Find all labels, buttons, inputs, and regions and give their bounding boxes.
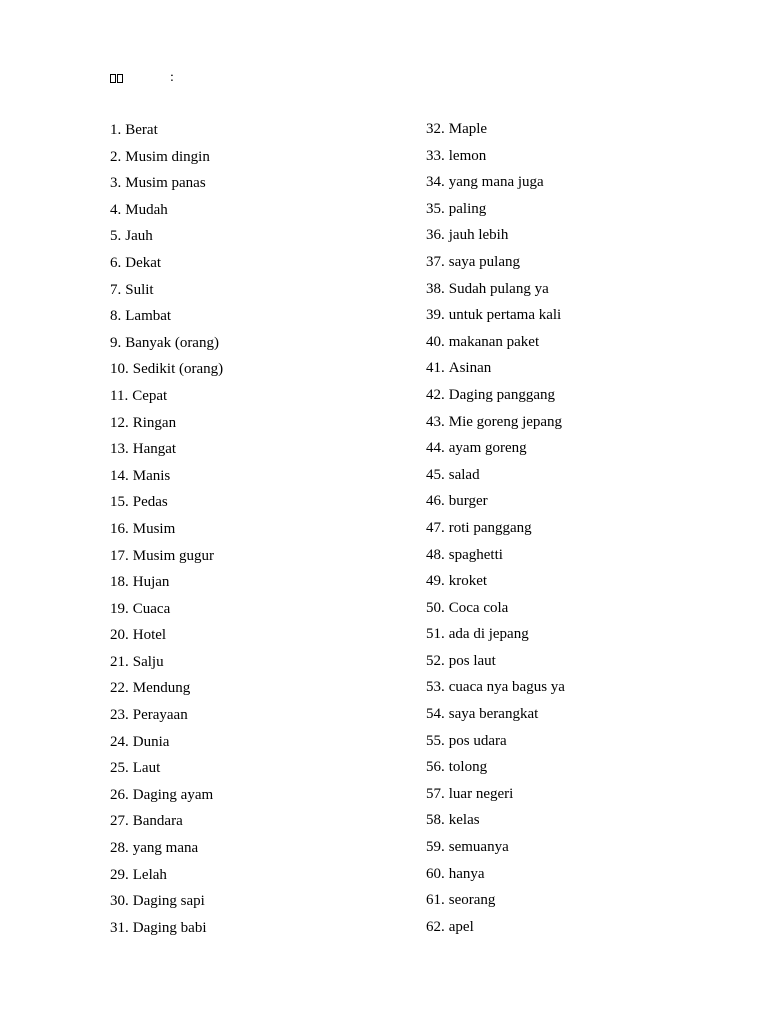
list-item — [426, 196, 565, 223]
list-item — [426, 515, 565, 542]
list-item-text: Cuaca — [132, 600, 171, 617]
list-item — [110, 649, 223, 676]
list-item-text: semuanya — [448, 839, 509, 856]
vocabulary-list-left — [110, 117, 223, 941]
list-item-number: 22. — [110, 680, 129, 697]
list-item-number: 59. — [426, 839, 445, 856]
list-item — [110, 782, 223, 809]
list-item — [110, 675, 223, 702]
list-item-number: 18. — [110, 574, 129, 591]
list-item-number: 9. — [110, 334, 122, 351]
list-item-text: Daging panggang — [448, 386, 555, 403]
list-item — [426, 249, 565, 276]
list-item — [426, 435, 565, 462]
list-item-number: 36. — [426, 227, 445, 244]
list-item — [110, 463, 223, 490]
list-item — [110, 277, 223, 304]
list-item-number: 2. — [110, 148, 122, 165]
list-item-text: Berat — [125, 122, 158, 138]
list-item-number: 48. — [426, 546, 445, 563]
list-item-number: 16. — [110, 520, 129, 537]
list-item-number: 32. — [426, 121, 445, 137]
list-item — [426, 621, 565, 648]
list-item-number: 49. — [426, 573, 445, 590]
list-item — [110, 888, 223, 915]
list-item-text: Perayaan — [132, 707, 188, 724]
list-item — [110, 755, 223, 782]
list-item-text: Pedas — [132, 494, 168, 511]
list-item — [426, 568, 565, 595]
list-item-number: 33. — [426, 147, 445, 164]
list-item-text: cuaca nya bagus ya — [448, 679, 565, 696]
list-item — [426, 116, 565, 143]
list-item — [426, 355, 565, 382]
list-item-number: 62. — [426, 918, 445, 935]
list-item — [110, 144, 223, 171]
list-item — [110, 569, 223, 596]
list-item — [426, 914, 565, 941]
list-item-number: 23. — [110, 707, 129, 724]
list-item-text: Daging ayam — [132, 786, 214, 803]
list-item-text: Hangat — [132, 441, 177, 458]
list-item-number: 14. — [110, 467, 129, 484]
list-item — [110, 117, 223, 144]
list-item-text: Hujan — [132, 574, 170, 591]
list-item-number: 58. — [426, 812, 445, 829]
list-item-number: 8. — [110, 308, 122, 325]
list-item-text: Mudah — [125, 201, 168, 218]
list-item — [110, 862, 223, 889]
list-item — [426, 807, 565, 834]
list-item-text: untuk pertama kali — [448, 307, 562, 324]
list-item-text: makanan paket — [448, 333, 540, 350]
list-item-number: 6. — [110, 254, 122, 271]
list-item-text: Salju — [132, 653, 164, 670]
list-item — [426, 674, 565, 701]
list-item-text: Musim dingin — [125, 148, 210, 165]
list-item-number: 13. — [110, 441, 129, 458]
list-item — [426, 754, 565, 781]
list-item — [426, 861, 565, 888]
list-item-number: 20. — [110, 627, 129, 644]
list-item — [110, 835, 223, 862]
list-item-text: Dekat — [125, 254, 162, 271]
list-item-number: 35. — [426, 200, 445, 217]
list-item-number: 15. — [110, 494, 129, 511]
list-item — [110, 223, 223, 250]
list-item-text: seorang — [448, 892, 496, 909]
list-item-text: Maple — [448, 121, 488, 137]
list-item-text: Dunia — [132, 733, 170, 750]
list-item-number: 5. — [110, 228, 122, 245]
list-item-number: 50. — [426, 599, 445, 616]
list-item-number: 31. — [110, 919, 129, 936]
list-item — [426, 648, 565, 675]
list-item-number: 30. — [110, 893, 129, 910]
list-item — [426, 143, 565, 170]
list-item-text: Musim — [132, 520, 176, 537]
list-item — [426, 488, 565, 515]
list-item — [110, 543, 223, 570]
list-item-text: Daging babi — [132, 919, 207, 936]
list-item-number: 11. — [110, 387, 129, 404]
list-item-number: 52. — [426, 652, 445, 669]
list-item-number: 1. — [110, 122, 122, 138]
list-item-text: yang mana — [132, 840, 199, 857]
list-item-number: 61. — [426, 892, 445, 909]
list-item-text: Lambat — [125, 308, 172, 325]
list-item-text: pos laut — [448, 652, 496, 669]
list-item — [110, 250, 223, 277]
list-item — [426, 222, 565, 249]
list-item-number: 3. — [110, 175, 122, 192]
vocabulary-list-right — [426, 116, 565, 940]
list-item-number: 44. — [426, 440, 445, 457]
list-item — [110, 170, 223, 197]
list-item — [110, 915, 223, 942]
list-item — [110, 489, 223, 516]
list-item-number: 41. — [426, 360, 445, 377]
list-item-text: Asinan — [448, 360, 492, 377]
list-item — [110, 410, 223, 437]
list-item-text: Daging sapi — [132, 893, 205, 910]
list-item-number: 19. — [110, 600, 129, 617]
list-item — [426, 595, 565, 622]
list-item-text: luar negeri — [448, 785, 514, 802]
list-item-text: pos udara — [448, 732, 507, 749]
list-item — [110, 303, 223, 330]
list-item — [426, 302, 565, 329]
list-item-text: Laut — [132, 760, 161, 777]
list-item-number: 10. — [110, 361, 129, 378]
page-header — [110, 68, 174, 88]
header-colon: : — [170, 70, 174, 85]
list-item-number: 21. — [110, 653, 129, 670]
list-item-number: 54. — [426, 706, 445, 723]
list-item-text: ayam goreng — [448, 440, 527, 457]
list-item-text: roti panggang — [448, 519, 532, 536]
list-item — [426, 834, 565, 861]
list-item-text: Cepat — [132, 387, 168, 404]
list-item-text: hanya — [448, 865, 485, 882]
list-item-text: Jauh — [125, 228, 153, 245]
list-item-number: 47. — [426, 519, 445, 536]
list-item-text: Coca cola — [448, 599, 509, 616]
list-item-number: 53. — [426, 679, 445, 696]
list-item — [426, 409, 565, 436]
list-item — [426, 701, 565, 728]
list-item-number: 28. — [110, 840, 129, 857]
list-item-text: Sulit — [125, 281, 154, 298]
list-item — [426, 462, 565, 489]
list-item — [110, 383, 223, 410]
list-item — [110, 729, 223, 756]
list-item-text: Mie goreng jepang — [448, 413, 563, 430]
list-item-number: 25. — [110, 760, 129, 777]
list-item — [426, 542, 565, 569]
list-item-number: 55. — [426, 732, 445, 749]
list-item-number: 60. — [426, 865, 445, 882]
list-item — [110, 596, 223, 623]
list-item-number: 24. — [110, 733, 129, 750]
list-item-text: Manis — [132, 467, 171, 484]
list-item-number: 27. — [110, 813, 129, 830]
list-item-text: Musim gugur — [132, 547, 215, 564]
list-item — [110, 197, 223, 224]
list-item-number: 4. — [110, 201, 122, 218]
list-item-text: Musim panas — [125, 175, 206, 192]
list-item-text: spaghetti — [448, 546, 503, 563]
list-item-number: 7. — [110, 281, 122, 298]
list-item-text: lemon — [448, 147, 487, 164]
list-item-number: 43. — [426, 413, 445, 430]
list-item-number: 45. — [426, 466, 445, 483]
list-item-text: Hotel — [132, 627, 167, 644]
list-item-text: Sedikit (orang) — [132, 361, 224, 378]
list-item-text: Mendung — [132, 680, 191, 697]
list-item-number: 40. — [426, 333, 445, 350]
list-item-text: Sudah pulang ya — [448, 280, 549, 297]
list-item-text: kelas — [448, 812, 480, 829]
list-item-text: yang mana juga — [448, 174, 544, 191]
missing-glyph-icon — [110, 74, 123, 83]
list-item-text: saya pulang — [448, 253, 520, 270]
list-item-number: 51. — [426, 626, 445, 643]
list-item-text: tolong — [448, 759, 488, 776]
list-item — [110, 516, 223, 543]
list-item-text: Lelah — [132, 866, 167, 883]
list-item-number: 37. — [426, 253, 445, 270]
list-item-number: 34. — [426, 174, 445, 191]
list-item-text: salad — [448, 466, 480, 483]
list-item — [110, 356, 223, 383]
list-item — [426, 887, 565, 914]
list-item — [110, 808, 223, 835]
list-item-text: apel — [448, 918, 474, 935]
list-item-text: kroket — [448, 573, 488, 590]
list-item-number: 42. — [426, 386, 445, 403]
list-item — [426, 781, 565, 808]
list-item — [110, 330, 223, 357]
list-item-number: 12. — [110, 414, 129, 431]
list-item-text: Ringan — [132, 414, 177, 431]
list-item-number: 39. — [426, 307, 445, 324]
list-item — [426, 276, 565, 303]
list-item-number: 26. — [110, 786, 129, 803]
list-item-number: 17. — [110, 547, 129, 564]
list-item — [110, 436, 223, 463]
list-item-text: paling — [448, 200, 487, 217]
list-item-text: ada di jepang — [448, 626, 529, 643]
list-item-text: burger — [448, 493, 488, 510]
list-item-number: 38. — [426, 280, 445, 297]
list-item-text: Banyak (orang) — [125, 334, 219, 351]
list-item — [110, 702, 223, 729]
list-item — [426, 728, 565, 755]
list-item — [426, 329, 565, 356]
list-item — [426, 382, 565, 409]
list-item-text: Bandara — [132, 813, 183, 830]
list-item-text: jauh lebih — [448, 227, 509, 244]
list-item — [110, 622, 223, 649]
list-item-number: 46. — [426, 493, 445, 510]
list-item — [426, 169, 565, 196]
list-item-number: 56. — [426, 759, 445, 776]
list-item-number: 29. — [110, 866, 129, 883]
list-item-number: 57. — [426, 785, 445, 802]
list-item-text: saya berangkat — [448, 706, 539, 723]
